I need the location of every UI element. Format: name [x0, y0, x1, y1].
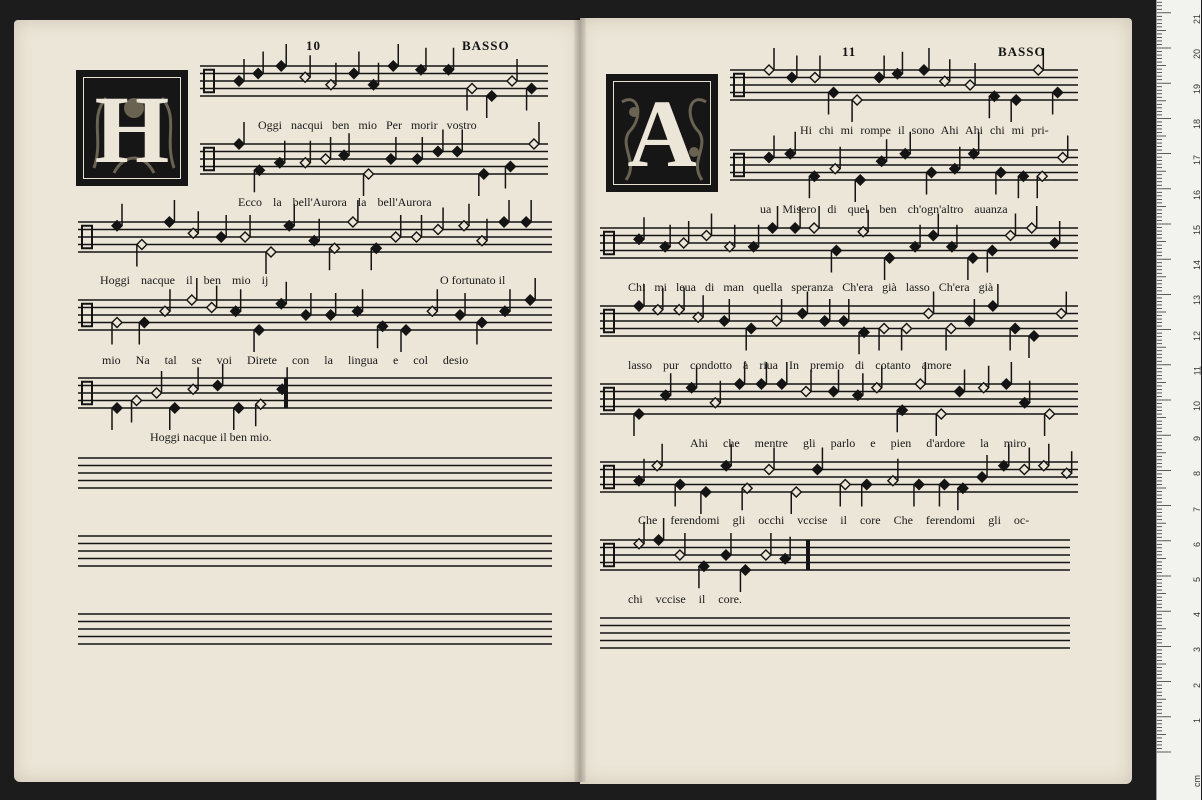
note-head — [988, 301, 998, 311]
note-head — [915, 379, 925, 389]
note-head — [1027, 223, 1037, 233]
ruler-unit: cm — [1192, 775, 1202, 787]
note-head — [936, 409, 946, 419]
note-head — [1058, 153, 1068, 163]
note-head — [939, 480, 949, 490]
note-head — [840, 480, 850, 490]
ruler-label: 2 — [1192, 682, 1202, 688]
final-barline — [806, 540, 810, 570]
note-head — [527, 84, 537, 94]
note-head — [862, 480, 872, 490]
ruler-label: 17 — [1192, 154, 1202, 165]
note-head — [996, 168, 1006, 178]
lyric-line: O fortunato il — [440, 273, 506, 287]
note-head — [1050, 238, 1060, 248]
note-head — [137, 240, 147, 250]
lyric-line: Hi chi mi rompe il sono Ahi Ahi chi mi pri- — [800, 123, 1049, 137]
note-head — [326, 310, 336, 320]
note-head — [820, 316, 830, 326]
right-running-head: BASSO — [998, 44, 1046, 59]
lyric-line: Hoggi nacque il ben mio ij — [100, 273, 269, 287]
lyric-line: Oggi nacqui ben mio Per morir vostro — [258, 118, 477, 132]
note-head — [679, 238, 689, 248]
note-head — [1011, 95, 1021, 105]
note-head — [234, 403, 244, 413]
note-head — [772, 316, 782, 326]
ruler-label: 21 — [1192, 13, 1202, 24]
note-head — [746, 324, 756, 334]
ruler-label: 4 — [1192, 612, 1202, 618]
note-head — [879, 324, 889, 334]
note-head — [455, 310, 465, 320]
ruler-label: 12 — [1192, 330, 1202, 341]
note-head — [831, 246, 841, 256]
right-page-number: 11 — [842, 44, 857, 59]
note-head — [634, 301, 644, 311]
final-barline — [284, 378, 288, 408]
note-head — [139, 318, 149, 328]
note-head — [801, 387, 811, 397]
note-head — [207, 303, 217, 313]
note-head — [797, 309, 807, 319]
left-page-number: 10 — [306, 38, 321, 53]
note-head — [919, 65, 929, 75]
note-head — [764, 465, 774, 475]
note-head — [391, 232, 401, 242]
note-head — [112, 403, 122, 413]
note-head — [1010, 324, 1020, 334]
note-head — [965, 80, 975, 90]
ruler-label: 18 — [1192, 119, 1202, 130]
note-head — [1045, 409, 1055, 419]
lyric-line: Hoggi nacque il ben mio. — [150, 430, 272, 444]
ruler-label: 9 — [1192, 436, 1202, 442]
note-head — [529, 139, 539, 149]
note-head — [234, 76, 244, 86]
note-head — [634, 409, 644, 419]
note-head — [388, 61, 398, 71]
lyric-line: ua Misero di quel ben ch'ogn'altro auanza — [760, 202, 1008, 216]
note-head — [928, 231, 938, 241]
note-head — [914, 480, 924, 490]
ruler-label: 16 — [1192, 189, 1202, 200]
note-head — [187, 295, 197, 305]
note-head — [968, 253, 978, 263]
note-head — [924, 309, 934, 319]
note-head — [234, 139, 244, 149]
note-head — [412, 232, 422, 242]
note-head — [499, 217, 509, 227]
note-head — [505, 162, 515, 172]
note-head — [452, 147, 462, 157]
ruler-label: 14 — [1192, 260, 1202, 271]
note-head — [213, 381, 223, 391]
note-head — [479, 169, 489, 179]
note-head — [507, 76, 517, 86]
note-head — [777, 379, 787, 389]
note-head — [768, 223, 778, 233]
ruler-label: 19 — [1192, 84, 1202, 95]
note-head — [301, 310, 311, 320]
note-head — [164, 217, 174, 227]
note-head — [433, 147, 443, 157]
note-head — [721, 550, 731, 560]
ruler-label: 13 — [1192, 295, 1202, 306]
ruler-label: 1 — [1192, 717, 1202, 723]
note-head — [254, 325, 264, 335]
lyric-line: lasso pur condotto à riua In premio di cotanto amore — [628, 358, 952, 372]
note-head — [521, 217, 531, 227]
note-head — [477, 318, 487, 328]
note-head — [787, 73, 797, 83]
note-head — [977, 472, 987, 482]
note-head — [467, 84, 477, 94]
note-head — [152, 388, 162, 398]
note-head — [719, 316, 729, 326]
ruler-label: 6 — [1192, 541, 1202, 547]
note-head — [809, 223, 819, 233]
note-head — [654, 535, 664, 545]
note-head — [791, 487, 801, 497]
note-head — [1053, 88, 1063, 98]
note-head — [412, 154, 422, 164]
note-head — [1029, 331, 1039, 341]
note-head — [855, 175, 865, 185]
lyric-line: chi vccise il core. — [628, 592, 742, 606]
note-head — [525, 295, 535, 305]
note-head — [401, 325, 411, 335]
note-head — [964, 316, 974, 326]
note-head — [1005, 231, 1015, 241]
ruler-label: 5 — [1192, 577, 1202, 583]
note-head — [761, 550, 771, 560]
note-head — [266, 247, 276, 257]
note-head — [829, 387, 839, 397]
ruler-label: 3 — [1192, 647, 1202, 653]
note-head — [790, 223, 800, 233]
note-head — [810, 73, 820, 83]
note-head — [1056, 309, 1066, 319]
lyric-line: mio Na tal se voi Direte con la lingua e col desio — [102, 353, 469, 367]
note-head — [321, 154, 331, 164]
note-head — [675, 480, 685, 490]
note-head — [1033, 65, 1043, 75]
note-head — [349, 69, 359, 79]
initial-letter: H — [94, 76, 170, 183]
note-head — [701, 487, 711, 497]
note-head — [112, 318, 122, 328]
lyric-line: Che ferendomi gli occhi vccise il core Che ferendomi gli oc- — [638, 513, 1030, 527]
lyric-line: Ahi che mentre gli parlo e pien d'ardore la miro — [690, 436, 1027, 450]
note-head — [756, 379, 766, 389]
note-head — [852, 95, 862, 105]
note-head — [240, 232, 250, 242]
note-head — [386, 154, 396, 164]
note-head — [364, 169, 374, 179]
note-head — [701, 231, 711, 241]
note-head — [1001, 379, 1011, 389]
ruler-label: 15 — [1192, 225, 1202, 236]
note-head — [812, 465, 822, 475]
note-head — [433, 225, 443, 235]
note-head — [839, 316, 849, 326]
note-head — [874, 73, 884, 83]
note-head — [132, 396, 142, 406]
ruler-label: 7 — [1192, 506, 1202, 512]
ruler-label: 8 — [1192, 471, 1202, 477]
note-head — [764, 153, 774, 163]
ruler-label: 10 — [1192, 401, 1202, 412]
lyric-line: Ecco la bell'Aurora la bell'Aurora — [238, 195, 432, 209]
lyric-line: Chi mi leua di man quella speranza Ch'era già lasso Ch'era già — [628, 280, 994, 294]
note-head — [487, 91, 497, 101]
note-head — [955, 387, 965, 397]
note-head — [735, 379, 745, 389]
left-running-head: BASSO — [462, 38, 510, 53]
note-head — [675, 550, 685, 560]
note-head — [946, 324, 956, 334]
note-head — [348, 217, 358, 227]
note-head — [1019, 465, 1029, 475]
note-head — [764, 65, 774, 75]
note-head — [902, 324, 912, 334]
note-head — [253, 69, 263, 79]
note-head — [987, 246, 997, 256]
measurement-ruler — [1156, 0, 1201, 800]
initial-letter: A — [627, 80, 697, 187]
note-head — [276, 61, 286, 71]
ruler-label: 11 — [1192, 365, 1202, 376]
note-head — [885, 253, 895, 263]
note-head — [216, 232, 226, 242]
note-head — [829, 88, 839, 98]
note-head — [927, 168, 937, 178]
ruler-label: 20 — [1192, 49, 1202, 60]
note-head — [170, 403, 180, 413]
note-head — [740, 565, 750, 575]
